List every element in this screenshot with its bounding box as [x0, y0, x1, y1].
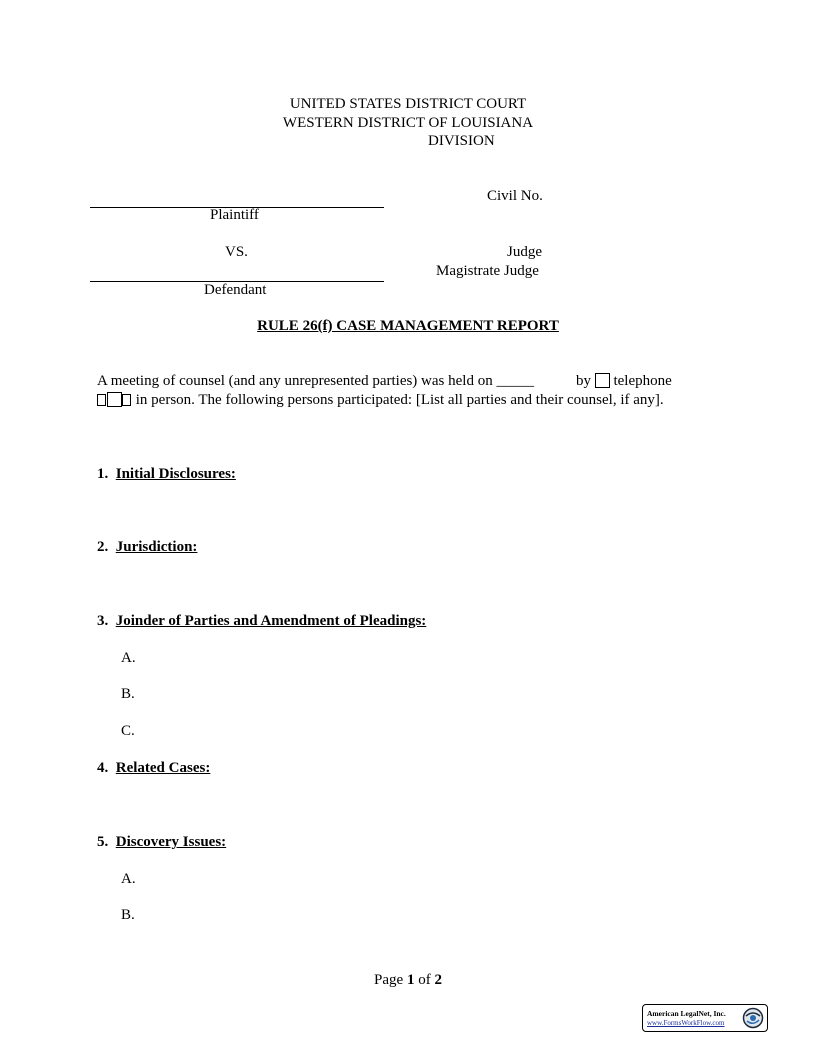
- subitem-c: C.: [121, 723, 135, 739]
- american-legalnet-logo[interactable]: [642, 1004, 768, 1032]
- in-person-checkbox[interactable]: [107, 392, 122, 407]
- subitem-a: A.: [121, 650, 136, 666]
- versus-label: VS.: [225, 244, 248, 260]
- defendant-label: Defendant: [204, 282, 267, 298]
- court-name: UNITED STATES DISTRICT COURT: [289, 96, 527, 112]
- logo-url-link[interactable]: www.FormsWorkFlow.com: [647, 1019, 725, 1027]
- section-number: 3.: [97, 613, 109, 629]
- section-title: Joinder of Parties and Amendment of Pleadings:: [115, 613, 427, 629]
- telephone-label: telephone: [613, 373, 672, 389]
- section-joinder: [97, 613, 426, 630]
- section-title: Initial Disclosures:: [115, 466, 236, 482]
- in-person-text: in person. The following persons participated: [List all parties and their counsel, if any].: [135, 392, 664, 408]
- subitem-b: B.: [121, 686, 135, 702]
- judge-label: Judge: [507, 244, 542, 260]
- meeting-line-2: [97, 392, 664, 409]
- subitem-a: A.: [121, 871, 136, 887]
- checkbox-glyph-artifact: [122, 394, 131, 406]
- logo-company-name: American LegalNet, Inc.: [647, 1009, 726, 1018]
- meeting-line-1: [97, 373, 672, 390]
- page-of: of: [418, 972, 431, 988]
- report-title: RULE 26(f) CASE MANAGEMENT REPORT: [257, 318, 559, 334]
- division-label: DIVISION: [428, 133, 495, 149]
- plaintiff-label: Plaintiff: [210, 207, 259, 223]
- section-number: 5.: [97, 834, 109, 850]
- meeting-text: A meeting of counsel (and any unrepresented parties) was held on _____: [97, 373, 534, 389]
- section-number: 1.: [97, 466, 109, 482]
- subitem-b: B.: [121, 907, 135, 923]
- section-title: Discovery Issues:: [115, 834, 227, 850]
- page-number: [0, 972, 816, 989]
- section-related-cases: [97, 760, 210, 777]
- in-person-checkbox-glyph: [97, 394, 106, 406]
- section-title: Jurisdiction:: [115, 539, 198, 555]
- globe-icon: [742, 1007, 764, 1029]
- section-title: Related Cases:: [115, 760, 211, 776]
- section-discovery-issues: [97, 834, 226, 851]
- section-initial-disclosures: [97, 466, 236, 483]
- telephone-checkbox[interactable]: [595, 373, 610, 388]
- section-jurisdiction: [97, 539, 197, 556]
- page-total: 2: [434, 972, 442, 988]
- district-name: WESTERN DISTRICT OF LOUISIANA: [282, 115, 534, 131]
- civil-number-label: Civil No.: [487, 188, 543, 204]
- by-label: by: [575, 373, 591, 389]
- magistrate-judge-label: Magistrate Judge: [436, 263, 539, 279]
- section-number: 2.: [97, 539, 109, 555]
- page-current: 1: [406, 972, 415, 988]
- section-number: 4.: [97, 760, 109, 776]
- page-label: Page: [374, 972, 404, 988]
